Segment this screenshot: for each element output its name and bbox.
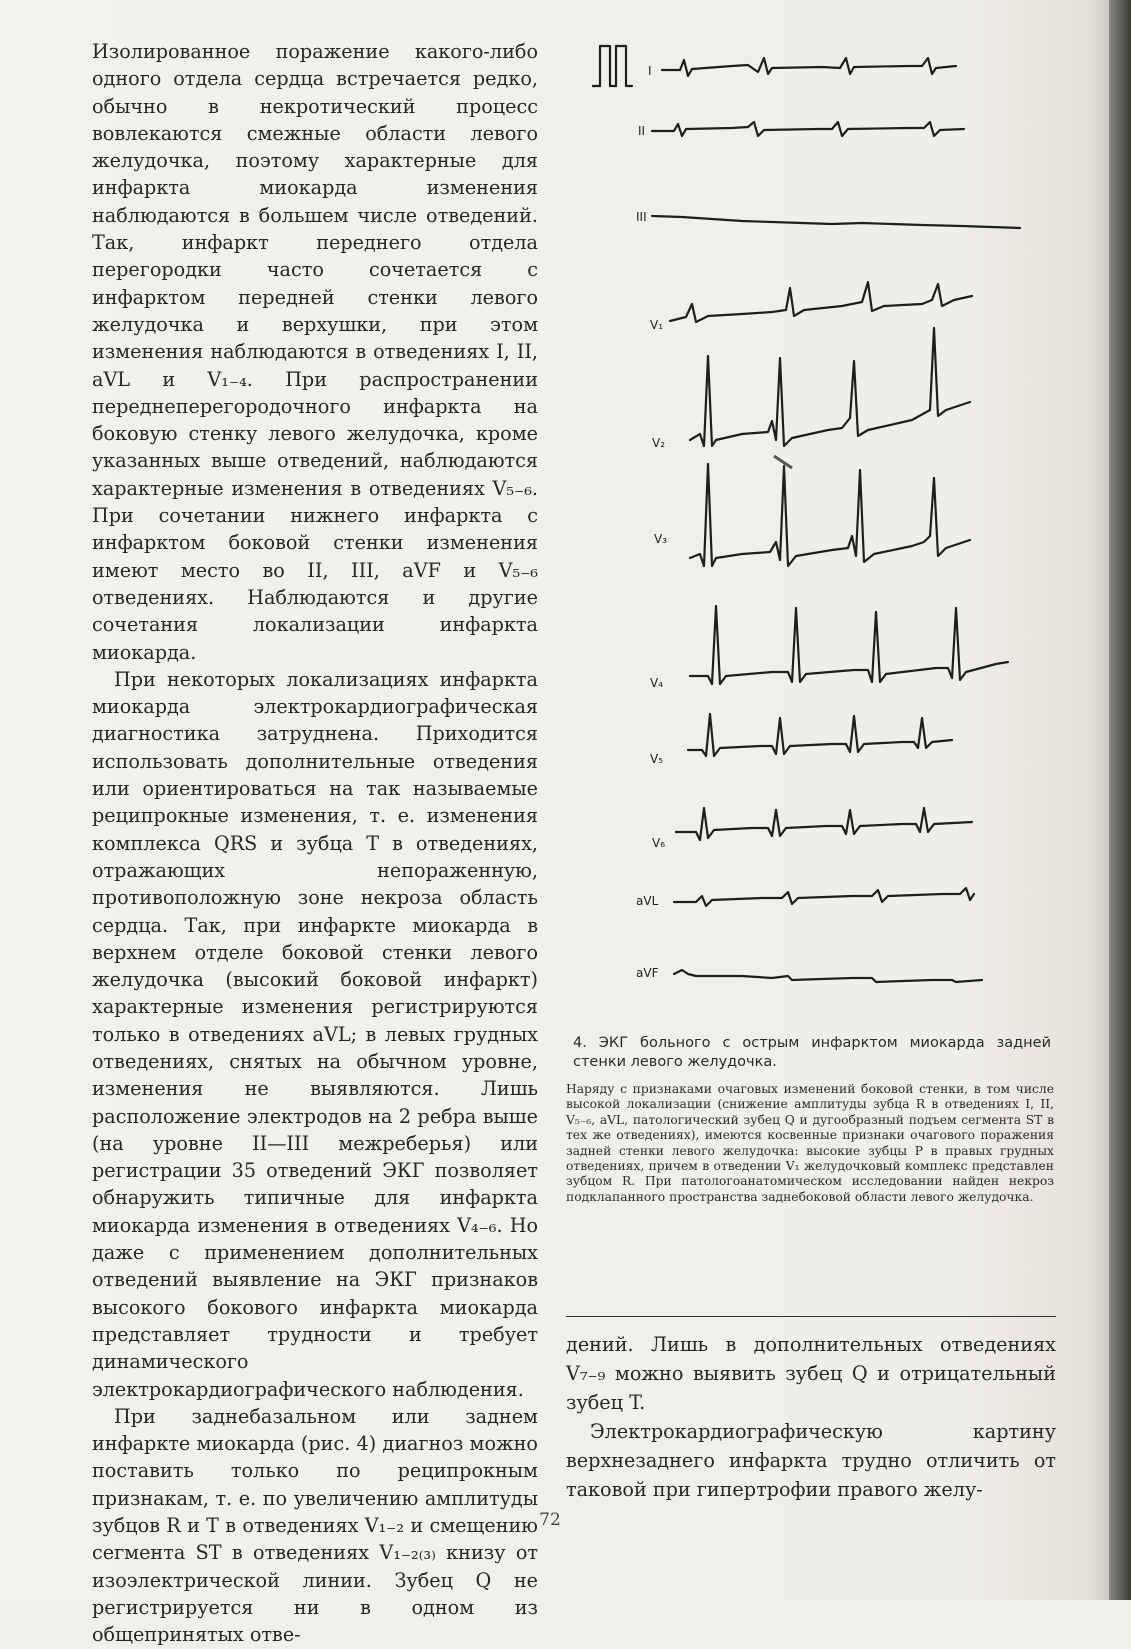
- page-binding-edge: [1109, 0, 1131, 1600]
- lead-label-avl: aVL: [636, 894, 659, 908]
- lead-label-v6: V₆: [652, 836, 666, 850]
- ecg-lead-v6: [676, 808, 972, 840]
- calibration-pulse: [592, 46, 632, 86]
- ecg-lead-v2: [690, 328, 970, 446]
- column-divider-rule: [566, 1316, 1056, 1317]
- lead-label-iii: III: [636, 210, 647, 224]
- lead-label-avf: aVF: [636, 966, 659, 980]
- lead-label-i: I: [648, 64, 652, 78]
- ecg-lead-avl: [674, 888, 974, 906]
- figure-caption: 4. ЭКГ больного с острым инфарктом миокарда задней стенки левого желудочка.: [573, 1035, 1051, 1070]
- lead-label-v4: V₄: [650, 676, 664, 690]
- figure-legend: Наряду с признаками очаговых изменений боковой стенки, в том числе высокой локализации (снижение амплитуды зубца R в отведениях I, II, V₅₋₆, aVL, патологический зубец Q и дугообразный подъем сегмента ST в тех же отведениях), имеются косвенные признаки очагового поражения задней стенки левого желудочка: высокие зубцы P в правых грудных отведениях, причем в отведении V₁ желудочковый комплекс представлен зубцом R. При патологоанатомическом исследовании найден некроз подклапанного пространства заднебоковой области левого желудочка.: [566, 1082, 1054, 1204]
- paragraph-2: При некоторых локализациях инфаркта миокарда электрокардиографическая диагностика затруднена. Приходится использовать дополнительные отведения или ориентироваться на так называемые реципрокные изменения, т. е. изменения комплекса QRS и зубца T в отведениях, отражающих непораженную, противоположную зоне некроза область сердца. Так, при инфаркте миокарда в верхнем отделе боковой стенки левого желудочка (высокий боковой инфаркт) характерные изменения регистрируются только в отведениях aVL; в левых грудных отведениях, снятых на обычном уровне, изменения не выявляются. Лишь расположение электродов на 2 ребра выше (на уровне II—III межреберья) или регистрации 35 отведений ЭКГ позволяет обнаружить типичные для инфаркта миокарда изменения в отведениях V₄₋₆. Но даже с применением дополнительных отведений выявление на ЭКГ признаков высокого бокового инфаркта миокарда представляет трудности и требует динамического электрокардиографического наблюдения.: [92, 667, 538, 1401]
- paragraph-1: Изолированное поражение какого-либо одного отдела сердца встречается редко, обычно в некротический процесс вовлекаются смежные области левого желудочка, поэтому характерные для инфаркта миокарда изменения наблюдаются в большем числе отведений. Так, инфаркт переднего отдела перегородки часто сочетается с инфарктом передней стенки левого желудочка и верхушки, при этом изменения наблюдаются в отведениях I, II, aVL и V₁₋₄. При распространении переднеперегородочного инфаркта на боковую стенку левого желудочка, кроме указанных выше отведений, наблюдаются характерные изменения в отведениях V₅₋₆. При сочетании нижнего инфаркта с инфарктом боковой стенки изменения имеют место во II, III, aVF и V₅₋₆ отведениях. Наблюдаются и другие сочетания локализации инфаркта миокарда.: [92, 40, 538, 664]
- ecg-traces: [592, 36, 1052, 1026]
- right-paragraph-2: Электрокардиографическую картину верхнезаднего инфаркта трудно отличить от таковой при гипертрофии правого желу-: [566, 1420, 1056, 1501]
- page-number: 72: [539, 1510, 561, 1530]
- ecg-lead-v1: [670, 282, 972, 322]
- ecg-lead-ii: [652, 122, 964, 136]
- lead-label-v3: V₃: [654, 532, 668, 546]
- lead-label-v2: V₂: [652, 436, 666, 450]
- ecg-lead-avf: [674, 970, 982, 982]
- paragraph-3: При заднебазальном или заднем инфаркте миокарда (рис. 4) диагноз можно поставить только по реципрокным признакам, т. е. по увеличению амплитуды зубцов R и T в отведениях V₁₋₂ и смещению сегмента ST в отведениях V₁₋₂₍₃₎ книзу от изоэлектрической линии. Зубец Q не регистрируется ни в одном из общепринятых отве-: [92, 1404, 538, 1647]
- lead-label-v5: V₅: [650, 752, 664, 766]
- ecg-lead-iii: [652, 216, 1020, 228]
- ecg-lead-i: [662, 58, 956, 76]
- lead-label-ii: II: [638, 124, 646, 138]
- lead-label-v1: V₁: [650, 318, 664, 332]
- left-text-column: [92, 38, 538, 1649]
- ecg-lead-v4: [690, 606, 1008, 684]
- ecg-lead-v3: [690, 464, 970, 566]
- right-paragraph-1: дений. Лишь в дополнительных отведениях V₇₋₉ можно выявить зубец Q и отрицательный зубец T.: [566, 1333, 1056, 1414]
- ecg-lead-v5: [688, 714, 952, 756]
- right-text-column: [566, 1330, 1056, 1504]
- ecg-figure: [592, 36, 1052, 1026]
